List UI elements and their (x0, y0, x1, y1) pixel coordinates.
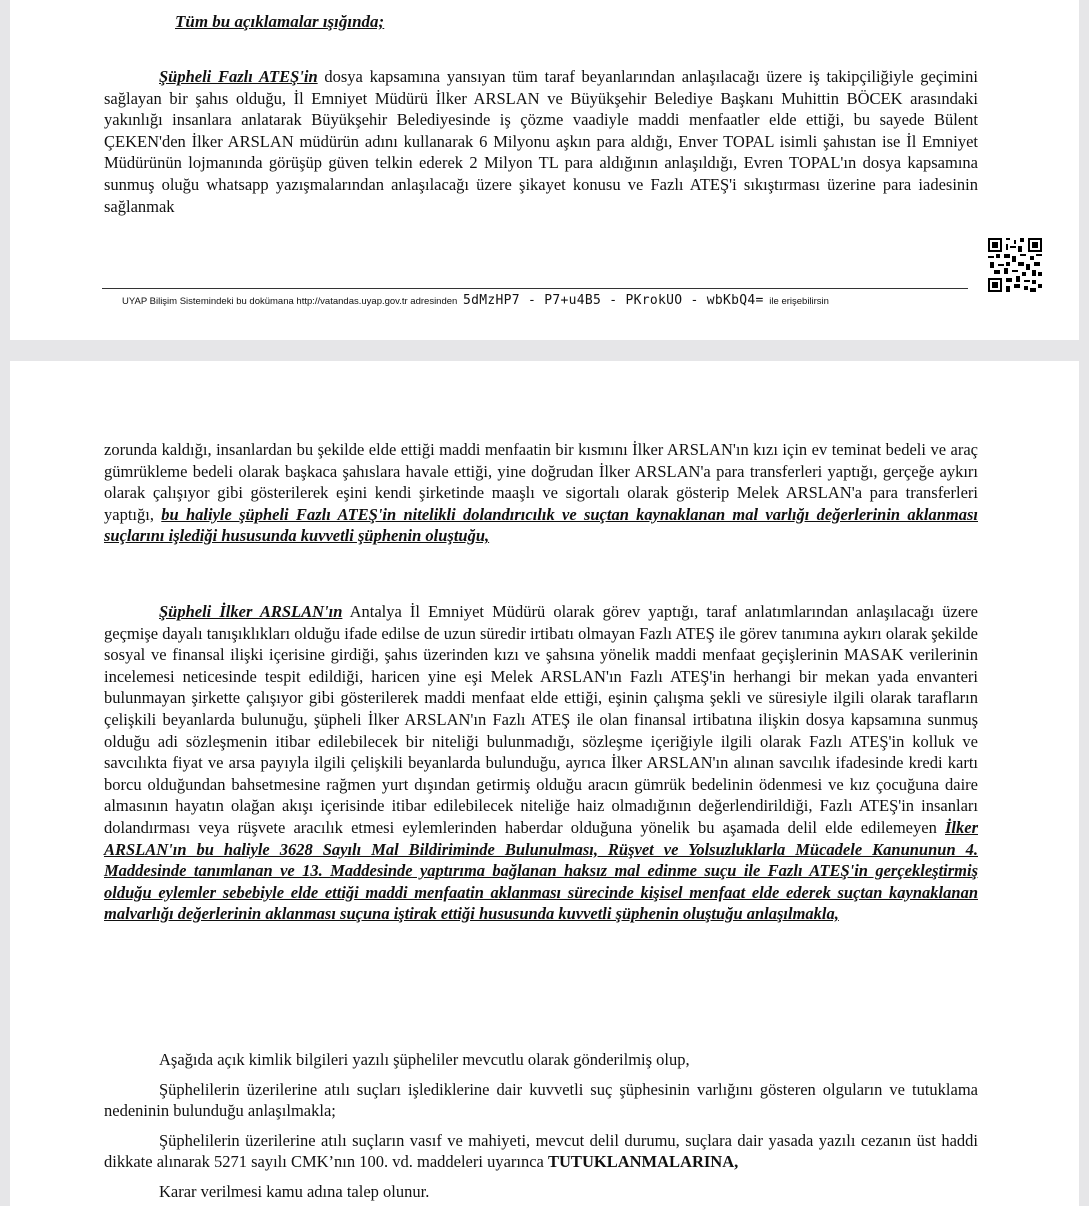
paragraph-text: Şüphelilerin üzerilerine atılı suçların vasıf ve mahiyeti, mevcut delil durumu, suçlara dair yasada yazılı cezanın üst haddi dikkate alınarak 5271 sayılı CMK’nın 100. vd. maddeleri uyarınca (104, 1130, 978, 1172)
document-page-2 (10, 361, 1079, 1206)
qr-code-icon (988, 238, 1042, 292)
suspect-name-emphasis: Şüpheli İlker ARSLAN'ın (159, 602, 343, 621)
arrest-decision-emphasis: TUTUKLANMALARINA, (548, 1152, 739, 1172)
paragraph-text: zorunda kaldığı, insanlardan bu şekilde elde ettiği maddi menfaatin bir kısmını İlker ARSLAN'ın kızı için ev teminat bedeli ve araç gümrükleme bedeli olarak başkaca şahıslara havale ettiği, yine doğrudan İlker ARSLAN'a para transferleri yaptığı, gerçeğe aykırı olarak çalışıyor gibi gösterilerek eşini kendi şirketinde maaşlı ve sigortalı olarak gösterip Melek ARSLAN'a para transferleri yaptığı, (104, 440, 978, 524)
suspect-name-emphasis: Şüpheli Fazlı ATEŞ'in (159, 67, 318, 86)
conclusion-emphasis: İlker ARSLAN'ın bu haliyle 3628 Sayılı Mal Bildiriminde Bulunulması, Rüşvet ve Yolsuzluklarla Mücadele Kanununun 4. Maddesinde tanımlanan ve 13. Maddesinde yaptırıma bağlanan haksız mal edinme suçu ile Fazlı ATEŞ'in gerçekleştirmiş olduğu eylemler sebebiyle elde ettiği maddi menfaatin aklanması sürecinde kişisel menfaat elde ederek suçtan kaynaklanan malvarlığı değerlerinin aklanması suçuna iştirak ettiği hususunda kuvvetli şüphenin oluştuğu anlaşılmakla, (104, 817, 978, 924)
document-page-1 (10, 0, 1079, 340)
paragraph-text: dosya kapsamına yansıyan tüm taraf beyanlarından anlaşılacağı üzere iş takipçiliğiyle geçimini sağlayan bir şahıs olduğu, İl Emniyet Müdürü İlker ARSLAN ve Büyükşehir Belediye Başkanı Muhittin BÖCEK arasındaki yakınlığı insanlara anlatarak Büyükşehir Belediyesinde iş çözme vaadiyle maddi menfaatler elde ettiği, bu sayede Bülent ÇEKEN'den İlker ARSLAN müdürün adını kullanarak 6 Milyonu aşkın para aldığı, Enver TOPAL isimli şahıstan ise İl Emniyet Müdürünün lojmanında görüşüp güven telkin ederek 2 Milyon TL para aldığının anlaşıldığı, Evren TOPAL'ın dosya kapsamına sunmuş oluğu whatsapp yazışmalarından anlaşılacağı üzere şikayet konusu ve Fazlı ATEŞ'i sıkıştırması üzerine para iadesinin sağlanmak (104, 67, 978, 216)
paragraph-suspect-fazli (104, 66, 978, 217)
paragraph-arrest-request (104, 1130, 978, 1173)
paragraph-suspect-ilker (104, 601, 978, 925)
paragraph-continuation (104, 439, 978, 547)
closing-section (104, 1049, 978, 1203)
paragraph-text: Antalya İl Emniyet Müdürü olarak görev yaptığı, taraf anlatımlarından anlaşılacağı üzere geçmişe dayalı tanışıklıkları olduğu ifade edilse de uzun süredir irtibatı olmayan Fazlı ATEŞ ile görev tanımına aykırı olarak şekilde sosyal ve finansal ilişki içerisine girdiği, şahıs üzerinden kızı ve şahsına yönelik maddi menfaat geçişlerinin MASAK verilerinin incelemesi neticesinde tespit edildiği, haricen yine eşi Melek ARSLAN'ın Fazlı ATEŞ'in herhangi bir mekan yada envanteri bulunmayan şirkette çalışıyor gibi gösterilerek maddi menfaat elde ettiği, eşinin çalışma şekli ve süresiyle ilgili olarak tarafların çelişkili beyanlarda bulunuğu, şüpheli İlker ARSLAN'ın Fazlı ATEŞ ile olan finansal irtibatına ilişkin dosya kapsamına sunmuş olduğu adi sözleşmenin itibar edilebilecek bir niteliği bulunmadığı, sözleşme içeriğiyle ilgili olarak Fazlı ATEŞ'in kolluk ve savcılıkta fiyat ve arsa payıyla ilgili çelişkili beyanlarda bulunduğu, ayrıca İlker ARSLAN'ın alınan savcılık ifadesinde kredi kartı borcu olduğundan bahsetmesine rağmen yurt dışından getirmiş olduğu aracın gümrük bedelinin ödenmesi ve kız çocuğuna daire almasının hayatın olağan akışı içerisinde itibar edilebilecek niteliğe haiz olmadığının değerlendirildiği, Fazlı ATEŞ'in insanları dolandırması veya rüşvete aracılık etmesi eylemlerinden haberdar olduğuna yönelik bu aşamada delil elde edilemeyen (104, 602, 978, 837)
section-heading: Tüm bu açıklamalar ışığında; (175, 12, 385, 31)
conclusion-emphasis: bu haliyle şüpheli Fazlı ATEŞ'in nitelikli dolandırıcılık ve suçtan kaynaklanan mal varlığı değerlerinin aklanması suçlarını işlediği hususunda kuvvetli şüphenin oluştuğu, (104, 504, 979, 546)
footer-suffix: ile erişebilirsin (769, 296, 829, 307)
paragraph-arrest-grounds: Şüphelilerin üzerilerine atılı suçları işlediklerine dair kuvvetli suç şüphesinin varlığını gösteren olguların ve tutuklama nedeninin bulunduğu anlaşılmakla; (104, 1079, 978, 1121)
footer-prefix: UYAP Bilişim Sistemindeki bu dokümana http://vatandas.uyap.gov.tr adresinden (122, 296, 458, 307)
paragraph-suspects-sent: Aşağıda açık kimlik bilgileri yazılı şüpheliler mevcutlu olarak gönderilmiş olup, (159, 1050, 690, 1069)
footer-divider (102, 288, 968, 289)
uyap-footer (122, 293, 829, 308)
paragraph-request-closing: Karar verilmesi kamu adına talep olunur. (159, 1181, 430, 1201)
document-access-code: 5dMzHP7 - P7+u4B5 - PKrokUO - wbKbQ4= (462, 293, 764, 308)
